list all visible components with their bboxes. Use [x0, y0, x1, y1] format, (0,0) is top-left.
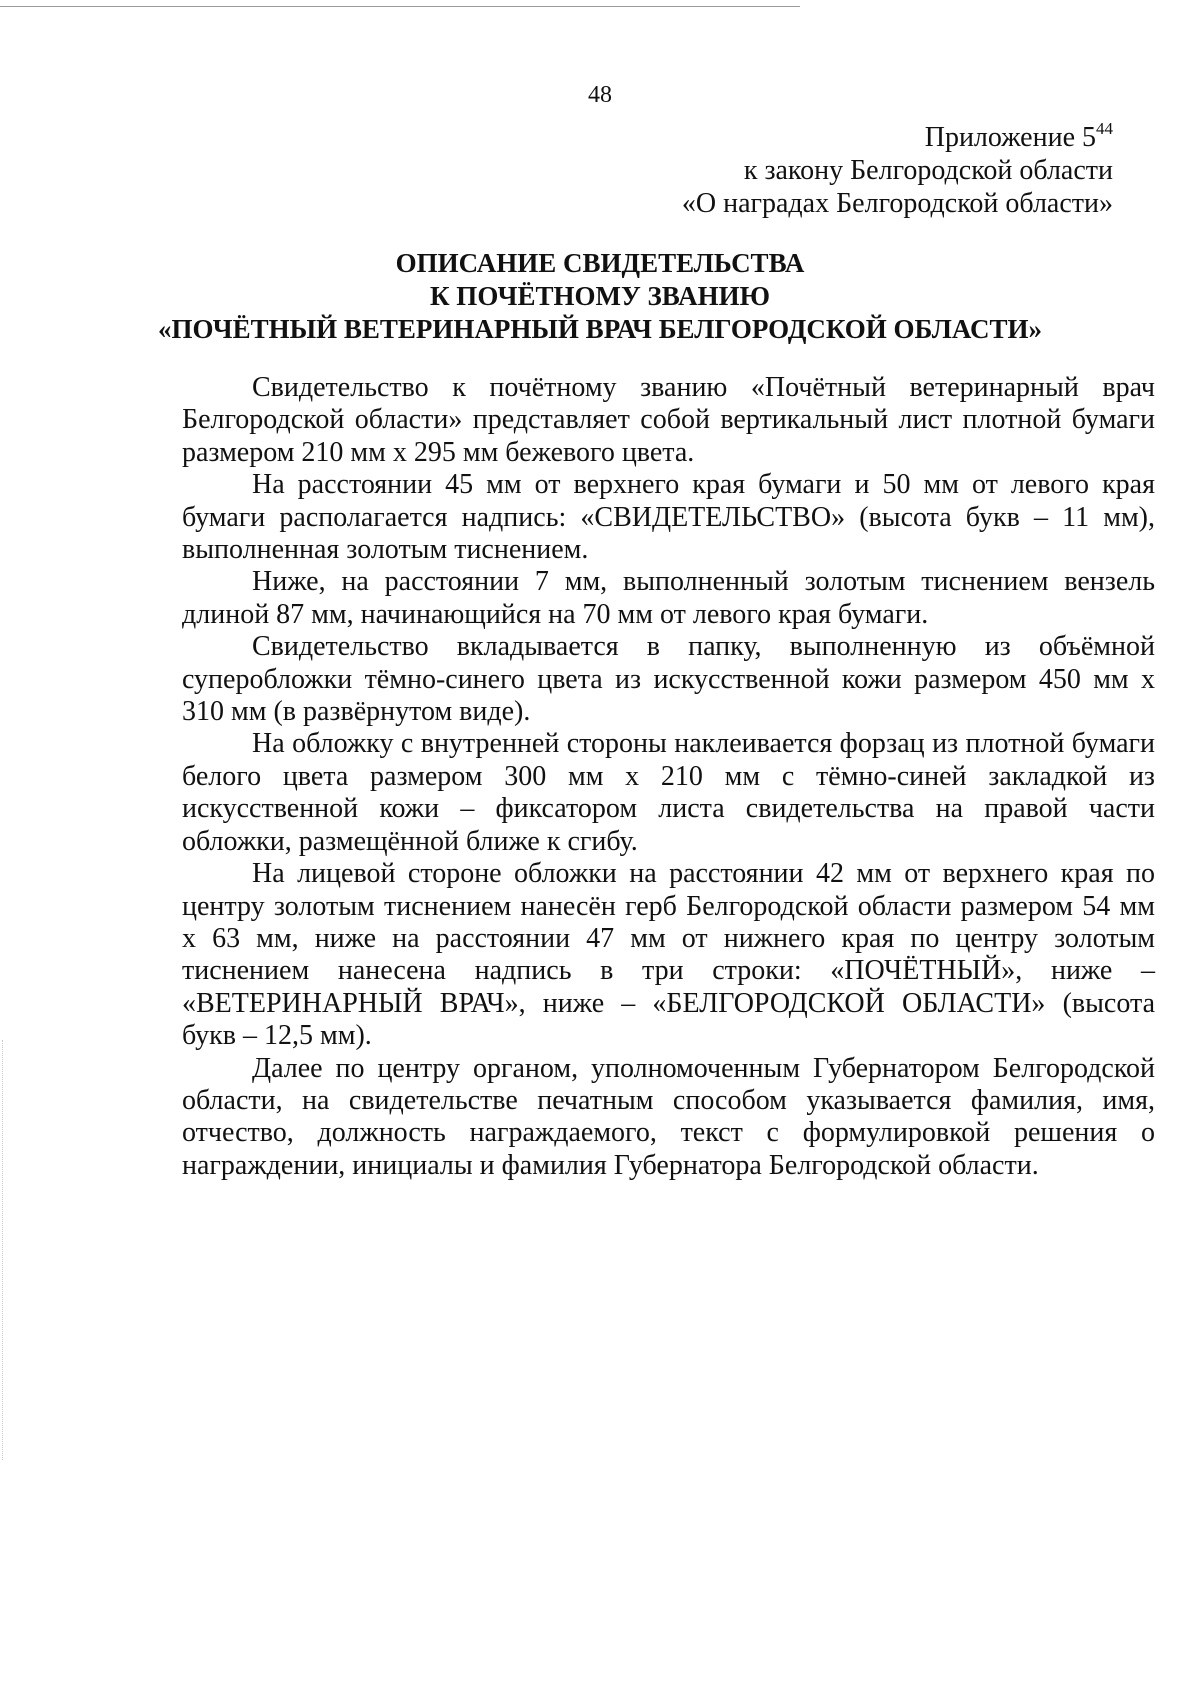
scan-edge-marks — [2, 1040, 3, 1460]
paragraph-monogram: Ниже, на расстоянии 7 мм, выполненный золотым тиснением вензель длиной 87 мм, начинающийся на 70 мм от левого края бумаги. — [182, 566, 1155, 630]
document-title — [0, 247, 1200, 346]
appendix-line-3: «О наградах Белгородской области» — [681, 188, 1113, 219]
paragraph-cover-front: На лицевой стороне обложки на расстоянии 42 мм от верхнего края по центру золотым тиснением нанесён герб Белгородской области размером 54 мм х 63 мм, ниже на расстоянии 47 мм от нижнего края по центру золотым тиснением нанесена надпись в три строки: «ПОЧЁТНЫЙ», ниже – «ВЕТЕРИНАРНЫЙ ВРАЧ», ниже – «БЕЛГОРОДСКОЙ ОБЛАСТИ» (высота букв – 12,5 мм). — [182, 858, 1155, 1052]
paragraph-folder: Свидетельство вкладывается в папку, выполненную из объёмной суперобложки тёмно-синего цвета из искусственной кожи размером 450 мм х 310 мм (в развёрнутом виде). — [182, 631, 1155, 728]
page-number: 48 — [588, 82, 612, 108]
title-line-1: ОПИСАНИЕ СВИДЕТЕЛЬСТВА — [395, 248, 805, 278]
paragraph-inscription: На расстоянии 45 мм от верхнего края бумаги и 50 мм от левого края бумаги располагается надпись: «СВИДЕТЕЛЬСТВО» (высота букв – 11 мм), выполненная золотым тиснением. — [182, 469, 1155, 566]
title-line-3: «ПОЧЁТНЫЙ ВЕТЕРИНАРНЫЙ ВРАЧ БЕЛГОРОДСКОЙ ОБЛАСТИ» — [157, 314, 1043, 344]
paragraph-endpaper: На обложку с внутренней стороны наклеивается форзац из плотной бумаги белого цвета размером 300 мм х 210 мм с тёмно-синей закладкой из искусственной кожи – фиксатором листа свидетельства на правой части обложки, размещённой ближе к сгибу. — [182, 728, 1155, 857]
title-line-2: К ПОЧЁТНОМУ ЗВАНИЮ — [429, 281, 770, 311]
appendix-header — [682, 121, 1113, 220]
appendix-line-1 — [682, 121, 1113, 154]
document-body — [182, 372, 1155, 1182]
paragraph-certificate-description: Свидетельство к почётному званию «Почётный ветеринарный врач Белгородской области» представляет собой вертикальный лист плотной бумаги размером 210 мм х 295 мм бежевого цвета. — [182, 372, 1155, 468]
appendix-line-2: к закону Белгородской области — [743, 155, 1113, 186]
paragraph-printing: Далее по центру органом, уполномоченным Губернатором Белгородской области, на свидетельстве печатным способом указывается фамилия, имя, отчество, должность награждаемого, текст с формулировкой решения о награждении, инициалы и фамилия Губернатора Белгородской области. — [182, 1052, 1155, 1181]
appendix-superscript: 44 — [1096, 119, 1113, 138]
scan-top-rule — [0, 6, 800, 7]
appendix-number: Приложение 5 — [924, 122, 1096, 153]
